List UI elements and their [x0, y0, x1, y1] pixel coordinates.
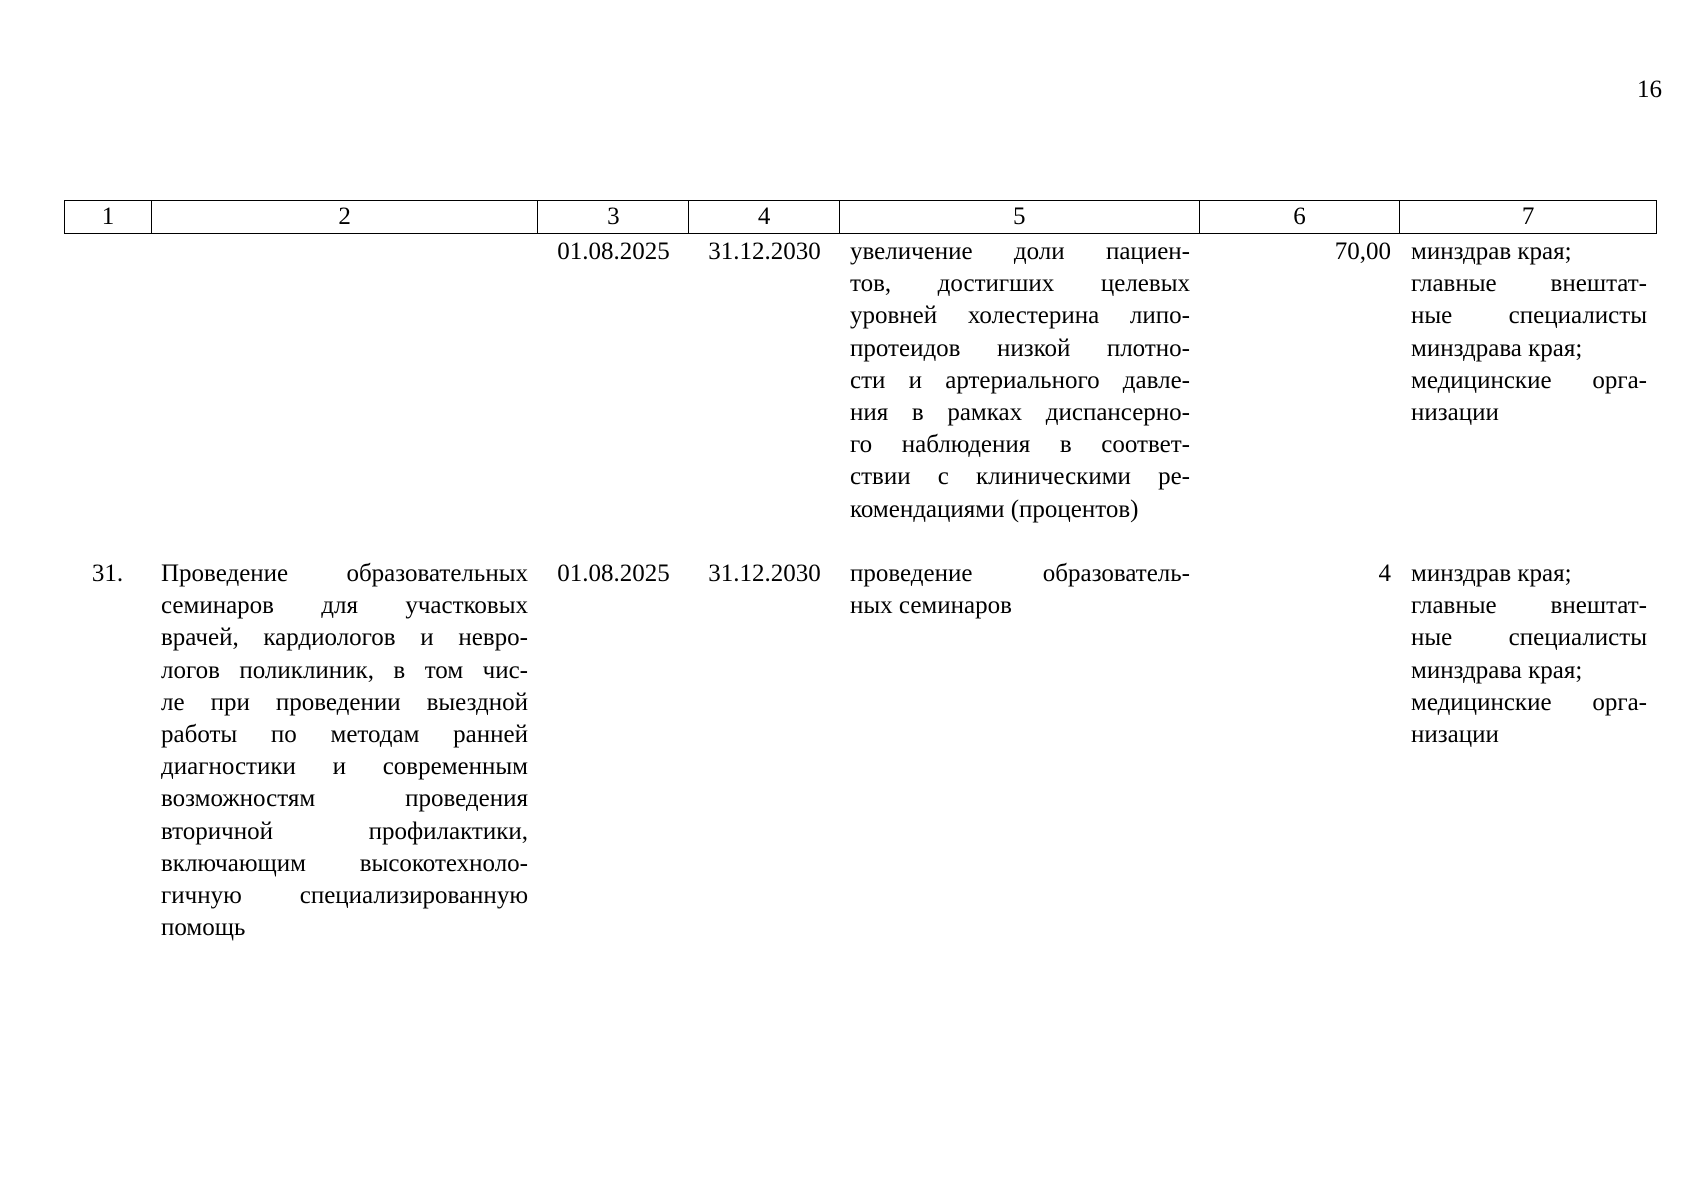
responsible-line: ные специалисты — [1411, 624, 1647, 652]
measure-line: диагностики и современным — [161, 753, 528, 781]
header-col-7: 7 — [1521, 203, 1535, 230]
measure-line: семинаров для участковых — [161, 592, 528, 620]
measure-line: вторичной профилактики, — [161, 817, 528, 845]
indicator-line: сти и артериального давле- — [850, 366, 1190, 394]
responsible-line: минздрава края; — [1411, 334, 1583, 362]
row-number: 31. — [91, 560, 124, 587]
indicator-value: 4 — [1378, 560, 1391, 587]
header-col-6: 6 — [1200, 201, 1401, 233]
responsible-line: минздрав края; — [1411, 560, 1572, 587]
responsible-text — [1401, 558, 1657, 751]
responsible-line: ные специалисты — [1411, 302, 1647, 330]
header-col-4: 4 — [689, 201, 840, 233]
measure-name — [151, 558, 538, 944]
responsible-line: медицинские орга- — [1411, 366, 1647, 394]
indicator-text — [840, 236, 1200, 526]
measure-line: возможностям проведения — [161, 785, 528, 813]
indicator-line: уровней холестерина липо- — [850, 302, 1190, 330]
header-col-1: 1 — [65, 201, 152, 233]
header-col-5: 5 — [840, 201, 1200, 233]
table-header-row — [64, 200, 1657, 234]
indicator-value: 70,00 — [1334, 238, 1391, 265]
measure-line: врачей, кардиологов и невро- — [161, 624, 528, 652]
responsible-line: главные внештат- — [1411, 270, 1647, 298]
responsible-line: низации — [1411, 721, 1499, 749]
indicator-line: ных семинаров — [850, 592, 1012, 620]
table-row — [64, 558, 1657, 944]
end-date: 31.12.2030 — [708, 560, 821, 587]
start-date: 01.08.2025 — [557, 238, 670, 265]
measure-line: работы по методам ранней — [161, 721, 528, 749]
end-date: 31.12.2030 — [708, 238, 821, 265]
responsible-line: главные внештат- — [1411, 592, 1647, 620]
measure-line: ле при проведении выездной — [161, 688, 528, 716]
measure-line: логов поликлиник, в том чис- — [161, 656, 528, 684]
indicator-line: увеличение доли пациен- — [850, 238, 1190, 265]
indicator-line: протеидов низкой плотно- — [850, 334, 1190, 362]
indicator-line: проведение образователь- — [850, 560, 1190, 587]
responsible-line: минздрава края; — [1411, 656, 1583, 684]
measure-line: помощь — [161, 914, 246, 942]
indicator-line: го наблюдения в соответ- — [850, 431, 1190, 459]
responsible-line: медицинские орга- — [1411, 688, 1647, 716]
measure-line: Проведение образовательных — [161, 560, 528, 587]
table-row — [64, 236, 1657, 526]
responsible-line: низации — [1411, 399, 1499, 427]
indicator-line: комендациями (процентов) — [850, 495, 1139, 523]
start-date: 01.08.2025 — [557, 560, 670, 587]
measure-line: гичную специализированную — [161, 882, 528, 910]
header-col-2: 2 — [152, 201, 539, 233]
header-col-3: 3 — [538, 201, 689, 233]
page-number: 16 — [1637, 76, 1662, 103]
indicator-line: тов, достигших целевых — [850, 270, 1190, 298]
measure-line: включающим высокотехноло- — [161, 849, 528, 877]
responsible-text — [1401, 236, 1657, 429]
indicator-text — [840, 558, 1200, 622]
indicator-line: ствии с клиническими ре- — [850, 463, 1190, 491]
responsible-line: минздрав края; — [1411, 238, 1572, 265]
indicator-line: ния в рамках диспансерно- — [850, 399, 1190, 427]
